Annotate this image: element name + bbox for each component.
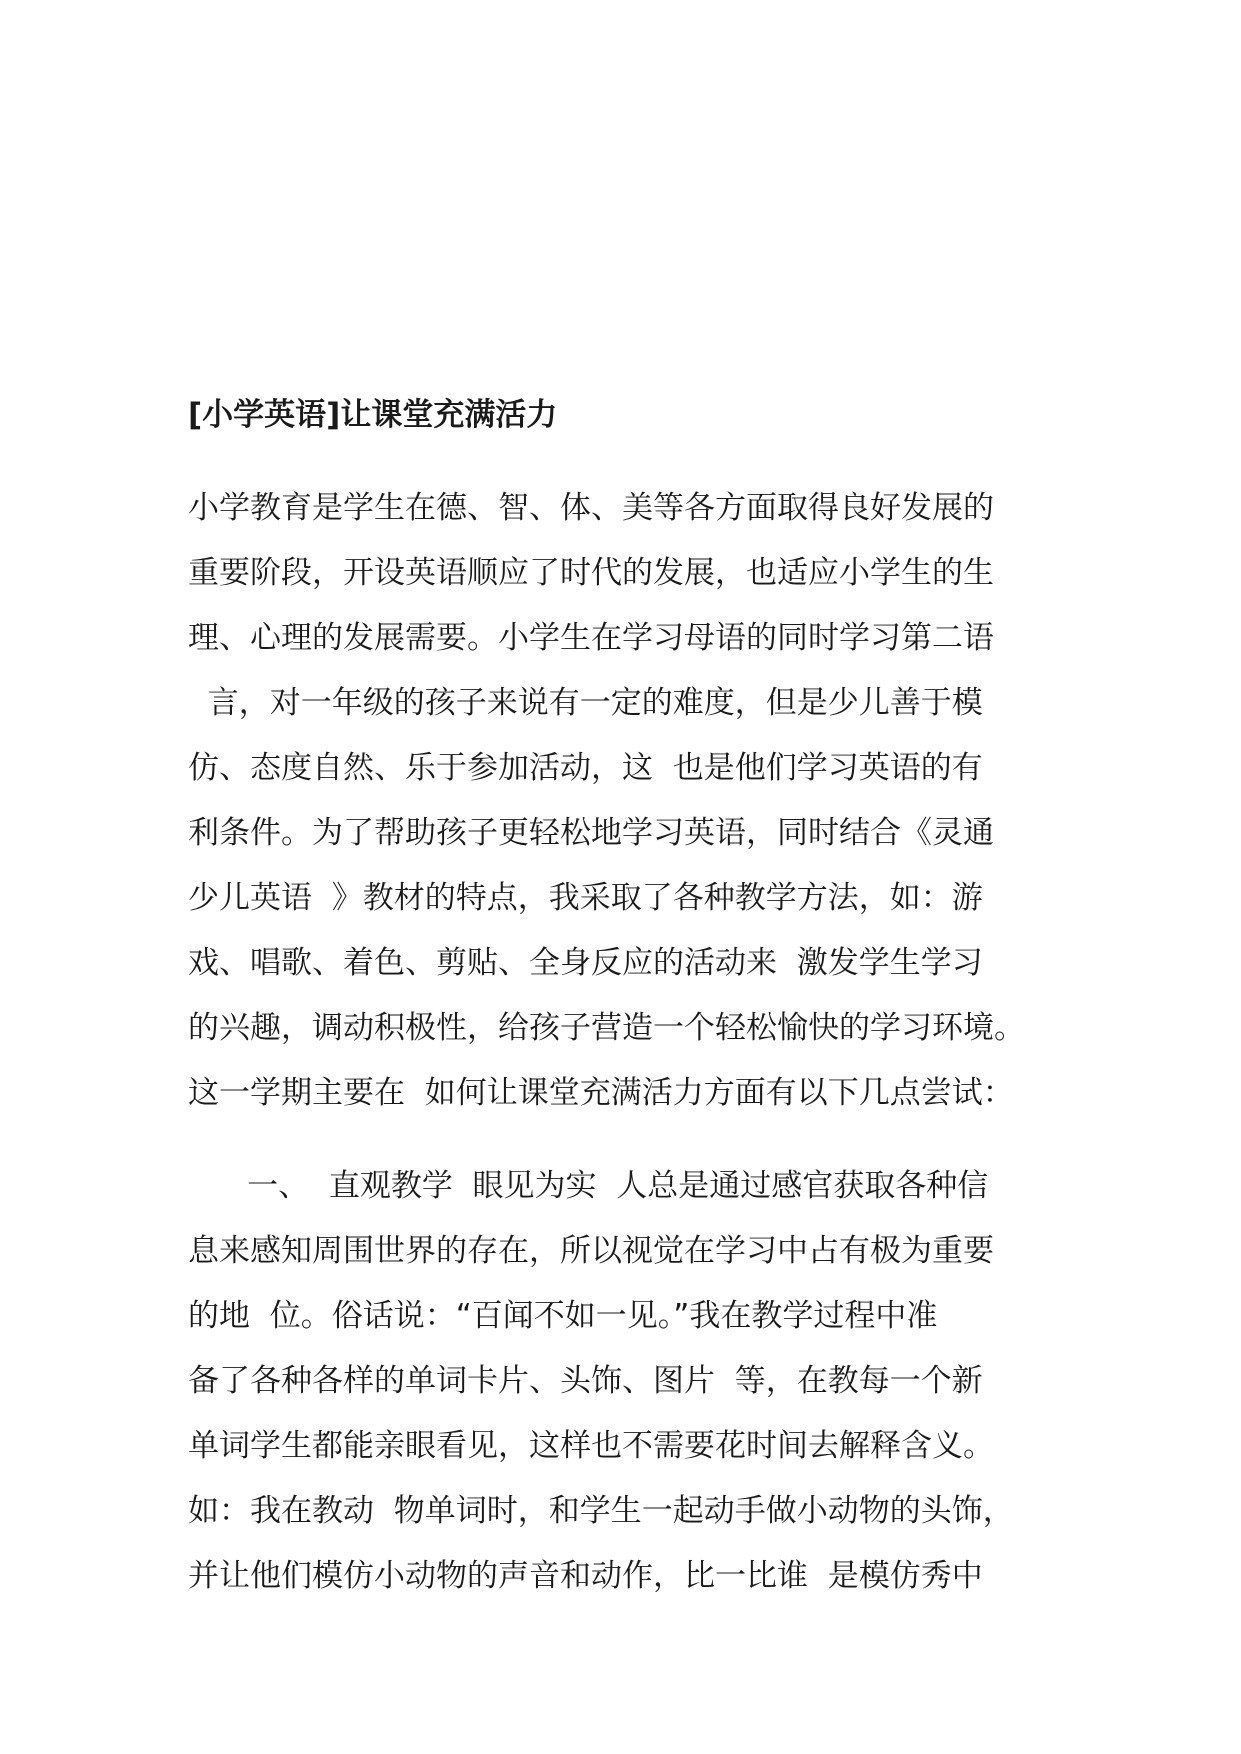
text-line: 如：我在教动 物单词时，和学生一起动手做小动物的头饰， (188, 1493, 1014, 1529)
text-line: 这一学期主要在 如何让课堂充满活力方面有以下几点尝试： (188, 1075, 1014, 1111)
text-line: 少儿英语 》教材的特点，我采取了各种教学方法，如：游 (188, 880, 983, 916)
text-line: 小学教育是学生在德、智、体、美等各方面取得良好发展的 (188, 490, 994, 526)
text-line: 言，对一年级的孩子来说有一定的难度，但是少儿善于模 (188, 685, 983, 721)
text-line: 备了各种各样的单词卡片、头饰、图片 等，在教每一个新 (188, 1363, 983, 1399)
text-line: 利条件。为了帮助孩子更轻松地学习英语，同时结合《灵通 (188, 815, 994, 851)
paragraph-section-one (188, 1154, 1068, 1609)
text-line: 一、 直观教学 眼见为实 人总是通过感官获取各种信 (188, 1168, 989, 1204)
text-line: 戏、唱歌、着色、剪贴、全身反应的活动来 激发学生学习 (188, 945, 983, 981)
document-title: [小学英语]让课堂充满活力 (188, 397, 558, 433)
text-line: 的兴趣，调动积极性，给孩子营造一个轻松愉快的学习环境。 (188, 1010, 1025, 1046)
text-line: 仿、态度自然、乐于参加活动，这 也是他们学习英语的有 (188, 750, 983, 786)
paragraph-intro (188, 476, 1068, 1126)
text-line: 重要阶段，开设英语顺应了时代的发展，也适应小学生的生 (188, 555, 994, 591)
text-line: 的地 位。俗话说：“百闻不如一见。”我在教学过程中准 (188, 1298, 938, 1334)
text-line: 并让他们模仿小动物的声音和动作，比一比谁 是模仿秀中 (188, 1558, 983, 1594)
text-line: 息来感知周围世界的存在，所以视觉在学习中占有极为重要 (188, 1233, 994, 1269)
text-line: 理、心理的发展需要。小学生在学习母语的同时学习第二语 (188, 620, 994, 656)
text-line: 单词学生都能亲眼看见，这样也不需要花时间去解释含义。 (188, 1428, 994, 1464)
